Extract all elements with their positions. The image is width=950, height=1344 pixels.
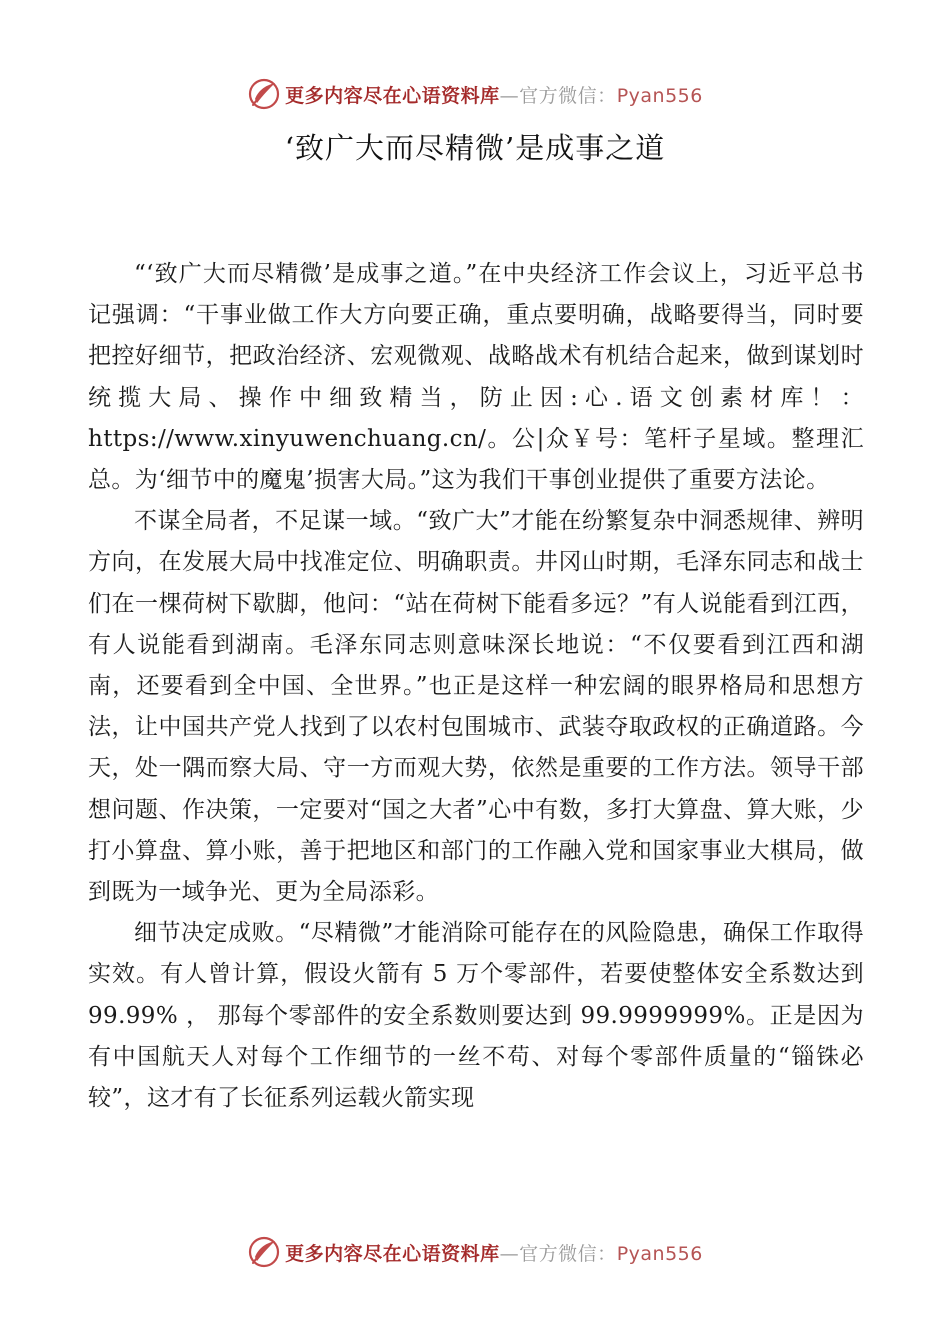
paragraph-2: 不谋全局者，不足谋一域。“致广大”才能在纷繁复杂中洞悉规律、辨明方向，在发展大局中找准定位、明确职责。井冈山时期，毛泽东同志和战士们在一棵荷树下歇脚，他问：“站在荷树下能看多远？”有人说能看到江西，有人说能看到湖南。毛泽东同志则意味深长地说：“不仅要看到江西和湖南，还要看到全中国、全世界。”也正是这样一种宏阔的眼界格局和思想方法，让中国共产党人找到了以农村包围城市、武装夺取政权的正确道路。今天，处一隅而察大局、守一方而观大势，依然是重要的工作方法。领导干部想问题、作决策，一定要对“国之大者”心中有数，多打大算盘、算大账，少打小算盘、算小账，善于把地区和部门的工作融入党和国家事业大棋局，做到既为一域争光、更为全局添彩。 <box>88 508 864 906</box>
watermark-label: 官方微信： <box>519 84 617 107</box>
footer-watermark <box>0 1232 950 1272</box>
paragraph-3: 细节决定成败。“尽精微”才能消除可能存在的风险隐患，确保工作取得实效。有人曾计算，假设火箭有 5 万个零部件，若要使整体安全系数达到 99.99% ， 那每个零部件的安全系数则要达到 99.9999999%。正是因为有中国航天人对每个工作细节的一丝不苟、对每个零部件质量的“锱铢必较”，这才有了长征系列运载火箭实现 <box>88 920 864 1112</box>
watermark-label: 官方微信： <box>519 1242 617 1265</box>
watermark-id: Pyan556 <box>616 84 703 107</box>
watermark-text <box>285 81 703 108</box>
document-body <box>88 254 864 1119</box>
watermark-logo-icon <box>247 1235 281 1269</box>
watermark-main: 更多内容尽在心语资料库 <box>285 1242 500 1265</box>
watermark-id: Pyan556 <box>616 1242 703 1265</box>
paragraph-1: “‘致广大而尽精微’是成事之道。”在中央经济工作会议上，习近平总书记强调：“干事业做工作大方向要正确，重点要明确，战略要得当，同时要把控好细节，把政治经济、宏观微观、战略战术有机结合起来，做到谋划时统揽大局、操作中细致精当，防止因:心.语文创素材库！：https://www.xinyuwenchuang.cn/。公|众￥号：笔杆子星域。整理汇总。为‘细节中的魔鬼’损害大局。”这为我们干事创业提供了重要方法论。 <box>88 261 864 494</box>
document-title: ‘致广大而尽精微’是成事之道 <box>284 131 666 165</box>
watermark-dash: — <box>499 1242 520 1265</box>
watermark-main: 更多内容尽在心语资料库 <box>285 84 500 107</box>
watermark-logo-icon <box>247 77 281 111</box>
header-watermark <box>0 74 950 114</box>
watermark-dash: — <box>499 84 520 107</box>
watermark-text <box>285 1239 703 1266</box>
